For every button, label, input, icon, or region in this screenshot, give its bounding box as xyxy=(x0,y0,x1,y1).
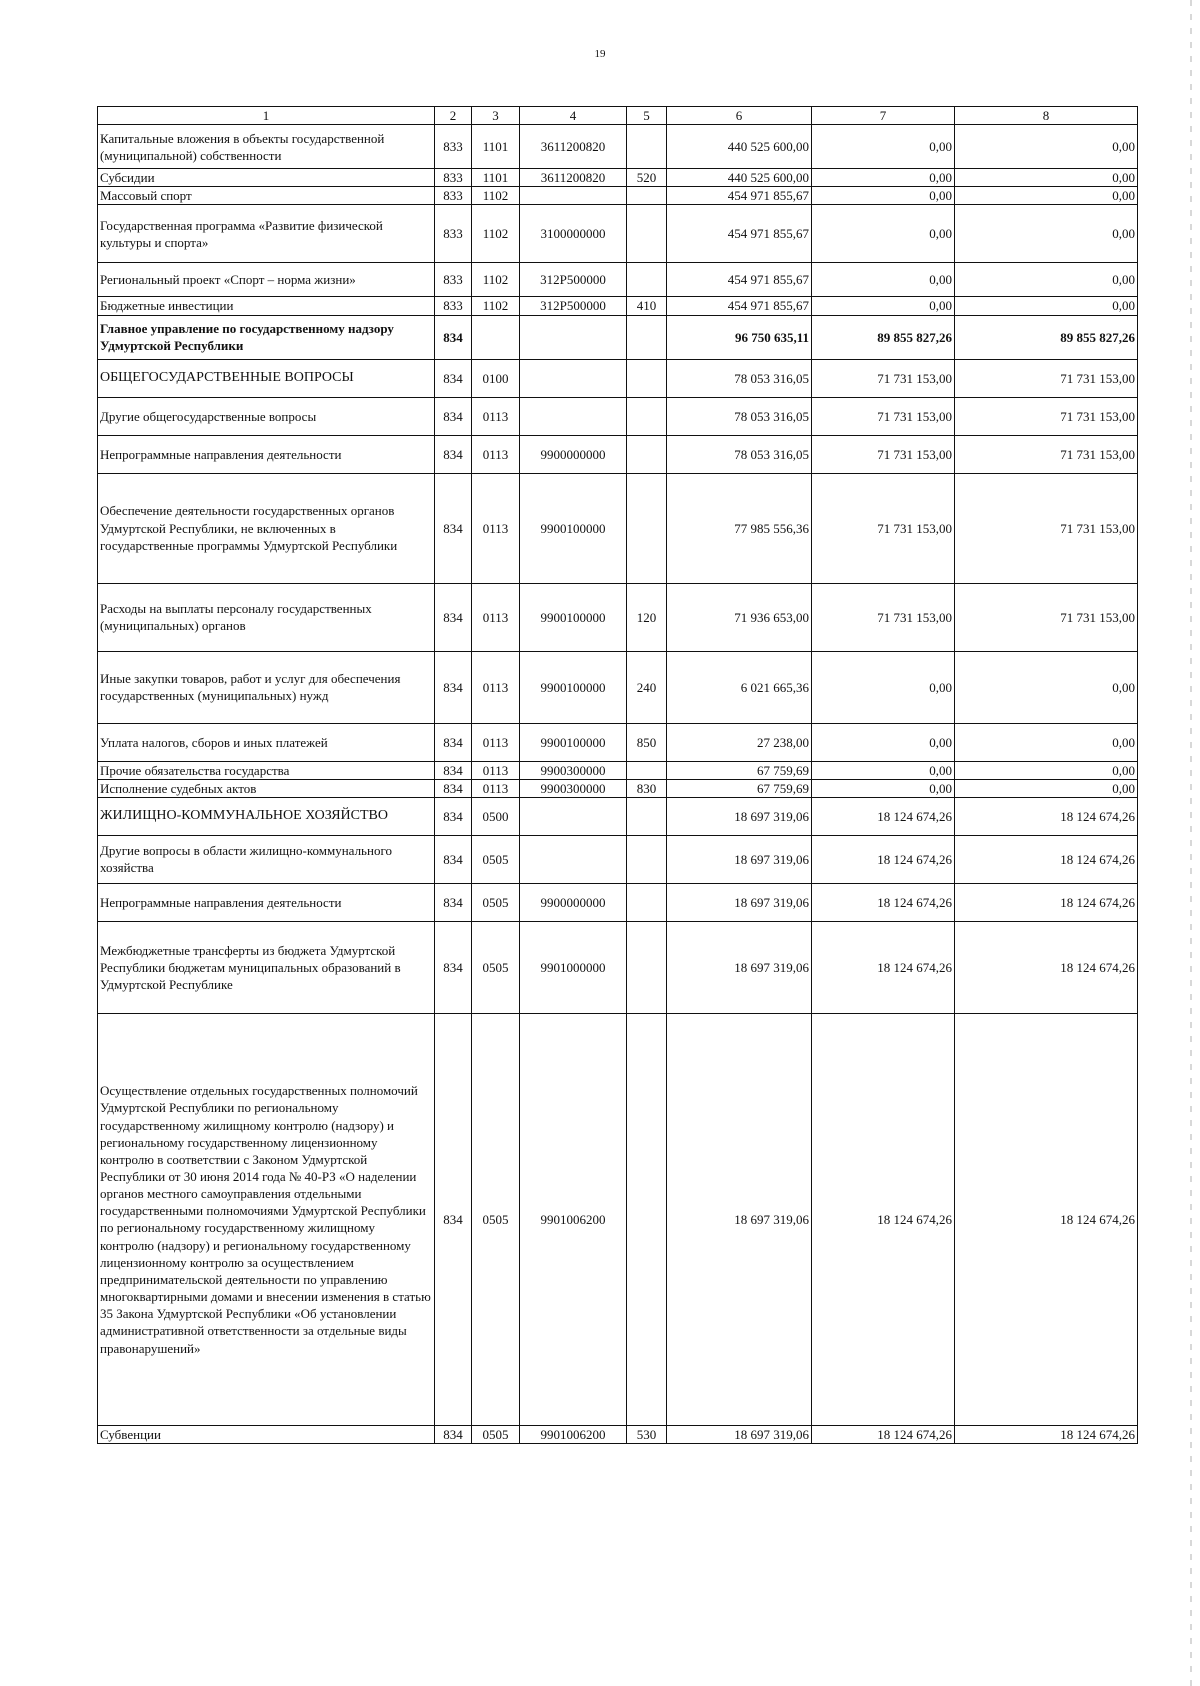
row-amount-2024: 18 697 319,06 xyxy=(667,883,812,921)
row-admin-code: 834 xyxy=(435,921,472,1013)
row-expense-type xyxy=(627,921,667,1013)
row-admin-code: 833 xyxy=(435,125,472,169)
row-name: Исполнение судебных актов xyxy=(98,779,435,797)
row-target-code: 9900100000 xyxy=(520,583,627,651)
row-amount-2026: 18 124 674,26 xyxy=(955,1425,1138,1443)
row-section-code: 0505 xyxy=(472,1013,520,1425)
row-amount-2025: 18 124 674,26 xyxy=(812,797,955,835)
table-row xyxy=(98,921,1138,1013)
row-amount-2025: 71 731 153,00 xyxy=(812,397,955,435)
row-amount-2025: 0,00 xyxy=(812,723,955,761)
row-expense-type: 830 xyxy=(627,779,667,797)
row-amount-2024: 454 971 855,67 xyxy=(667,263,812,297)
row-target-code: 9900100000 xyxy=(520,473,627,583)
row-section-code: 0113 xyxy=(472,397,520,435)
row-expense-type: 850 xyxy=(627,723,667,761)
row-amount-2025: 0,00 xyxy=(812,761,955,779)
table-row xyxy=(98,187,1138,205)
table-row xyxy=(98,1013,1138,1425)
row-target-code: 9901006200 xyxy=(520,1013,627,1425)
row-amount-2024: 454 971 855,67 xyxy=(667,187,812,205)
row-name: Массовый спорт xyxy=(98,187,435,205)
row-amount-2026: 18 124 674,26 xyxy=(955,835,1138,883)
row-target-code: 9900300000 xyxy=(520,761,627,779)
page-number: 19 xyxy=(594,48,606,60)
row-admin-code: 834 xyxy=(435,779,472,797)
column-header: 7 xyxy=(812,107,955,125)
row-name: Региональный проект «Спорт – норма жизни» xyxy=(98,263,435,297)
row-amount-2024: 77 985 556,36 xyxy=(667,473,812,583)
column-header: 6 xyxy=(667,107,812,125)
row-amount-2026: 18 124 674,26 xyxy=(955,921,1138,1013)
row-amount-2024: 454 971 855,67 xyxy=(667,205,812,263)
row-amount-2026: 71 731 153,00 xyxy=(955,473,1138,583)
column-header: 8 xyxy=(955,107,1138,125)
row-name: Другие вопросы в области жилищно-коммунального хозяйства xyxy=(98,835,435,883)
row-amount-2026: 0,00 xyxy=(955,125,1138,169)
row-section-code: 0113 xyxy=(472,651,520,723)
row-amount-2026: 71 731 153,00 xyxy=(955,397,1138,435)
row-section-code: 1101 xyxy=(472,125,520,169)
row-section-code: 1102 xyxy=(472,205,520,263)
row-admin-code: 833 xyxy=(435,263,472,297)
row-expense-type: 530 xyxy=(627,1425,667,1443)
row-amount-2026: 0,00 xyxy=(955,205,1138,263)
row-target-code: 3611200820 xyxy=(520,169,627,187)
row-admin-code: 833 xyxy=(435,297,472,315)
row-amount-2025: 18 124 674,26 xyxy=(812,921,955,1013)
column-header: 3 xyxy=(472,107,520,125)
row-admin-code: 834 xyxy=(435,435,472,473)
row-target-code: 3100000000 xyxy=(520,205,627,263)
row-section-code: 1102 xyxy=(472,297,520,315)
row-target-code: 312P500000 xyxy=(520,263,627,297)
row-admin-code: 834 xyxy=(435,651,472,723)
row-amount-2024: 96 750 635,11 xyxy=(667,315,812,359)
row-amount-2026: 0,00 xyxy=(955,187,1138,205)
row-name: Осуществление отдельных государственных полномочий Удмуртской Республики по региональному государственному жилищному контролю (надзору) и региональному государственному лицензионному контролю в соответствии с Законом Удмуртской Республики от 30 июня 2014 года № 40-РЗ «О наделении органов местного самоуправления отдельными государственными полномочиями Удмуртской Республики по региональному государственному жилищному контролю (надзору) и региональному государственному лицензионному контролю за осуществлением предпринимательской деятельности по управлению многоквартирными домами и внесении изменения в статью 35 Закона Удмуртской Республики «Об установлении административной ответственности за отдельные виды правонарушений» xyxy=(98,1013,435,1425)
row-amount-2025: 18 124 674,26 xyxy=(812,1425,955,1443)
row-amount-2025: 71 731 153,00 xyxy=(812,473,955,583)
row-section-code: 0505 xyxy=(472,883,520,921)
row-expense-type: 410 xyxy=(627,297,667,315)
row-amount-2026: 0,00 xyxy=(955,297,1138,315)
row-section-code: 0113 xyxy=(472,583,520,651)
row-name: Капитальные вложения в объекты государственной (муниципальной) собственности xyxy=(98,125,435,169)
row-amount-2024: 6 021 665,36 xyxy=(667,651,812,723)
row-amount-2024: 440 525 600,00 xyxy=(667,169,812,187)
row-admin-code: 833 xyxy=(435,205,472,263)
row-section-code: 0505 xyxy=(472,1425,520,1443)
row-admin-code: 834 xyxy=(435,397,472,435)
table-row xyxy=(98,1425,1138,1443)
row-admin-code: 834 xyxy=(435,723,472,761)
row-section-code: 0113 xyxy=(472,761,520,779)
row-amount-2024: 67 759,69 xyxy=(667,779,812,797)
row-amount-2026: 0,00 xyxy=(955,263,1138,297)
row-expense-type xyxy=(627,187,667,205)
row-amount-2024: 27 238,00 xyxy=(667,723,812,761)
row-admin-code: 833 xyxy=(435,187,472,205)
row-admin-code: 834 xyxy=(435,1425,472,1443)
table-row xyxy=(98,761,1138,779)
row-amount-2026: 0,00 xyxy=(955,651,1138,723)
row-target-code xyxy=(520,315,627,359)
table-row xyxy=(98,723,1138,761)
row-section-code: 0505 xyxy=(472,921,520,1013)
row-amount-2024: 18 697 319,06 xyxy=(667,1013,812,1425)
row-section-code: 0113 xyxy=(472,473,520,583)
row-name: Межбюджетные трансферты из бюджета Удмуртской Республики бюджетам муниципальных образований в Удмуртской Республике xyxy=(98,921,435,1013)
row-name: ОБЩЕГОСУДАРСТВЕННЫЕ ВОПРОСЫ xyxy=(98,359,435,397)
row-target-code xyxy=(520,797,627,835)
row-target-code xyxy=(520,835,627,883)
row-amount-2026: 71 731 153,00 xyxy=(955,435,1138,473)
column-header: 5 xyxy=(627,107,667,125)
row-expense-type xyxy=(627,435,667,473)
row-target-code: 9900300000 xyxy=(520,779,627,797)
row-amount-2024: 18 697 319,06 xyxy=(667,797,812,835)
row-name: Обеспечение деятельности государственных органов Удмуртской Республики, не включенных в государственные программы Удмуртской Республики xyxy=(98,473,435,583)
row-amount-2024: 18 697 319,06 xyxy=(667,835,812,883)
row-amount-2025: 0,00 xyxy=(812,169,955,187)
row-amount-2025: 0,00 xyxy=(812,125,955,169)
row-admin-code: 833 xyxy=(435,169,472,187)
budget-table xyxy=(97,106,1138,1444)
row-amount-2026: 71 731 153,00 xyxy=(955,583,1138,651)
row-amount-2025: 71 731 153,00 xyxy=(812,435,955,473)
row-target-code: 9900100000 xyxy=(520,651,627,723)
row-target-code: 9900000000 xyxy=(520,883,627,921)
row-amount-2024: 78 053 316,05 xyxy=(667,397,812,435)
row-name: Другие общегосударственные вопросы xyxy=(98,397,435,435)
row-name: Прочие обязательства государства xyxy=(98,761,435,779)
row-expense-type xyxy=(627,883,667,921)
table-row xyxy=(98,125,1138,169)
row-amount-2026: 18 124 674,26 xyxy=(955,1013,1138,1425)
table-row xyxy=(98,583,1138,651)
row-name: Государственная программа «Развитие физической культуры и спорта» xyxy=(98,205,435,263)
row-amount-2024: 440 525 600,00 xyxy=(667,125,812,169)
row-amount-2025: 0,00 xyxy=(812,779,955,797)
row-section-code: 0113 xyxy=(472,435,520,473)
scan-edge xyxy=(1190,0,1192,1686)
row-section-code: 0505 xyxy=(472,835,520,883)
row-amount-2025: 0,00 xyxy=(812,297,955,315)
row-admin-code: 834 xyxy=(435,761,472,779)
row-expense-type xyxy=(627,205,667,263)
row-amount-2024: 18 697 319,06 xyxy=(667,1425,812,1443)
row-name: ЖИЛИЩНО-КОММУНАЛЬНОЕ ХОЗЯЙСТВО xyxy=(98,797,435,835)
row-expense-type xyxy=(627,315,667,359)
row-section-code: 0113 xyxy=(472,779,520,797)
row-expense-type: 520 xyxy=(627,169,667,187)
table-row xyxy=(98,473,1138,583)
table-row xyxy=(98,359,1138,397)
row-target-code: 9901006200 xyxy=(520,1425,627,1443)
table-row xyxy=(98,779,1138,797)
row-admin-code: 834 xyxy=(435,835,472,883)
row-name: Иные закупки товаров, работ и услуг для обеспечения государственных (муниципальных) нужд xyxy=(98,651,435,723)
row-name: Главное управление по государственному надзору Удмуртской Республики xyxy=(98,315,435,359)
row-expense-type xyxy=(627,125,667,169)
table-row xyxy=(98,651,1138,723)
row-amount-2026: 18 124 674,26 xyxy=(955,797,1138,835)
table-row xyxy=(98,169,1138,187)
row-name: Непрограммные направления деятельности xyxy=(98,435,435,473)
row-expense-type xyxy=(627,835,667,883)
row-name: Уплата налогов, сборов и иных платежей xyxy=(98,723,435,761)
row-admin-code: 834 xyxy=(435,883,472,921)
row-section-code xyxy=(472,315,520,359)
column-header: 1 xyxy=(98,107,435,125)
table-row xyxy=(98,835,1138,883)
row-amount-2025: 18 124 674,26 xyxy=(812,835,955,883)
row-admin-code: 834 xyxy=(435,583,472,651)
row-expense-type xyxy=(627,473,667,583)
table-row xyxy=(98,263,1138,297)
row-amount-2024: 71 936 653,00 xyxy=(667,583,812,651)
column-header: 4 xyxy=(520,107,627,125)
row-amount-2025: 0,00 xyxy=(812,263,955,297)
table-row xyxy=(98,435,1138,473)
row-name: Бюджетные инвестиции xyxy=(98,297,435,315)
row-name: Непрограммные направления деятельности xyxy=(98,883,435,921)
row-expense-type xyxy=(627,761,667,779)
row-amount-2024: 454 971 855,67 xyxy=(667,297,812,315)
row-amount-2025: 71 731 153,00 xyxy=(812,583,955,651)
row-section-code: 0113 xyxy=(472,723,520,761)
row-target-code xyxy=(520,397,627,435)
row-admin-code: 834 xyxy=(435,359,472,397)
table-row xyxy=(98,397,1138,435)
row-amount-2025: 0,00 xyxy=(812,651,955,723)
row-target-code: 9900000000 xyxy=(520,435,627,473)
table-row xyxy=(98,205,1138,263)
header-row xyxy=(98,107,1138,125)
table-row xyxy=(98,297,1138,315)
row-target-code: 9901000000 xyxy=(520,921,627,1013)
row-name: Субсидии xyxy=(98,169,435,187)
row-section-code: 0100 xyxy=(472,359,520,397)
row-target-code xyxy=(520,359,627,397)
row-amount-2025: 18 124 674,26 xyxy=(812,883,955,921)
table-row xyxy=(98,883,1138,921)
row-expense-type xyxy=(627,397,667,435)
row-section-code: 0500 xyxy=(472,797,520,835)
row-target-code: 3611200820 xyxy=(520,125,627,169)
table-row xyxy=(98,315,1138,359)
column-header: 2 xyxy=(435,107,472,125)
row-section-code: 1102 xyxy=(472,263,520,297)
row-section-code: 1102 xyxy=(472,187,520,205)
row-target-code xyxy=(520,187,627,205)
row-expense-type: 240 xyxy=(627,651,667,723)
table-row xyxy=(98,797,1138,835)
row-name: Субвенции xyxy=(98,1425,435,1443)
row-expense-type: 120 xyxy=(627,583,667,651)
row-amount-2026: 71 731 153,00 xyxy=(955,359,1138,397)
row-expense-type xyxy=(627,263,667,297)
row-amount-2026: 0,00 xyxy=(955,723,1138,761)
row-amount-2024: 78 053 316,05 xyxy=(667,435,812,473)
row-admin-code: 834 xyxy=(435,473,472,583)
row-admin-code: 834 xyxy=(435,797,472,835)
row-admin-code: 834 xyxy=(435,1013,472,1425)
row-amount-2026: 0,00 xyxy=(955,169,1138,187)
row-amount-2024: 18 697 319,06 xyxy=(667,921,812,1013)
row-admin-code: 834 xyxy=(435,315,472,359)
row-amount-2026: 89 855 827,26 xyxy=(955,315,1138,359)
row-amount-2025: 0,00 xyxy=(812,187,955,205)
row-name: Расходы на выплаты персоналу государственных (муниципальных) органов xyxy=(98,583,435,651)
row-amount-2024: 67 759,69 xyxy=(667,761,812,779)
row-amount-2026: 18 124 674,26 xyxy=(955,883,1138,921)
row-amount-2025: 71 731 153,00 xyxy=(812,359,955,397)
row-amount-2025: 89 855 827,26 xyxy=(812,315,955,359)
row-target-code: 9900100000 xyxy=(520,723,627,761)
row-section-code: 1101 xyxy=(472,169,520,187)
row-target-code: 312P500000 xyxy=(520,297,627,315)
row-amount-2025: 0,00 xyxy=(812,205,955,263)
row-amount-2025: 18 124 674,26 xyxy=(812,1013,955,1425)
row-expense-type xyxy=(627,359,667,397)
row-amount-2026: 0,00 xyxy=(955,779,1138,797)
row-expense-type xyxy=(627,1013,667,1425)
row-expense-type xyxy=(627,797,667,835)
row-amount-2024: 78 053 316,05 xyxy=(667,359,812,397)
row-amount-2026: 0,00 xyxy=(955,761,1138,779)
